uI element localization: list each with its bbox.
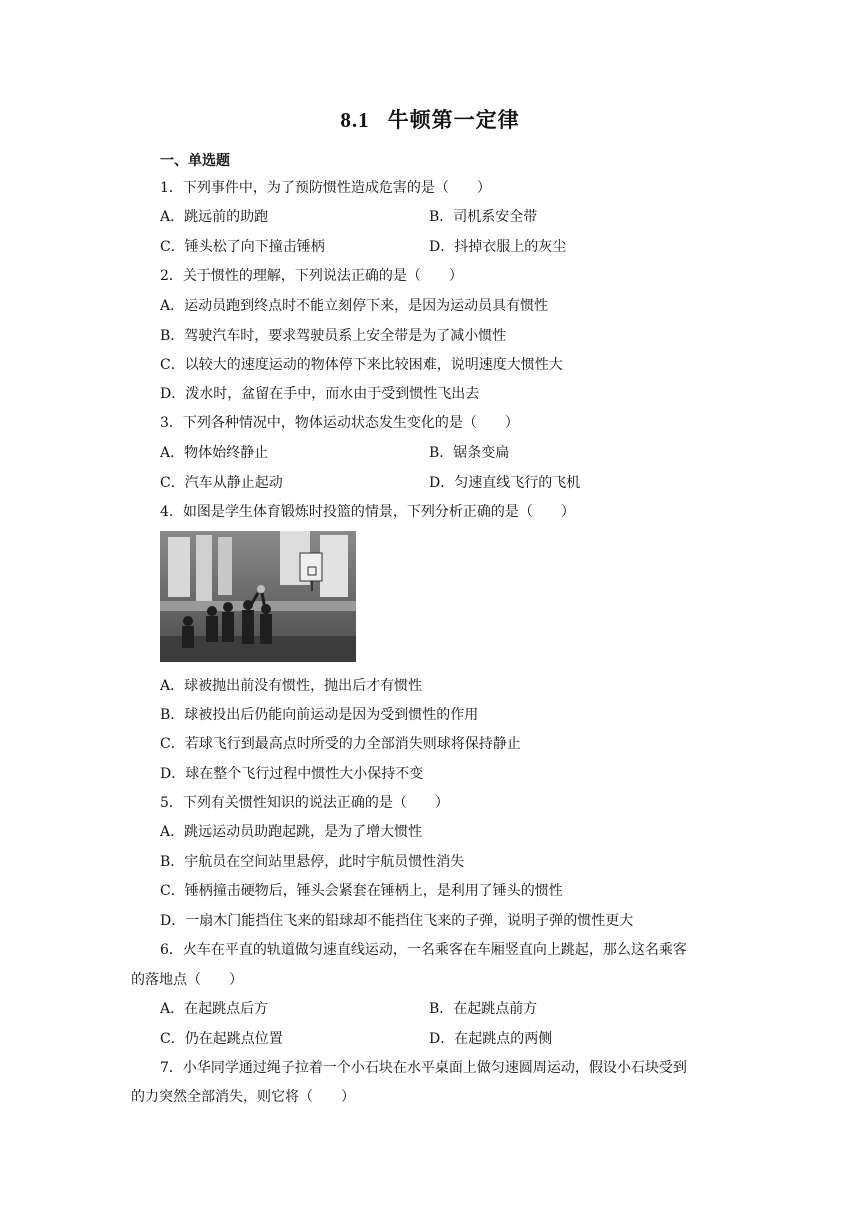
basketball-scene-image: [160, 531, 356, 662]
question-5-option-c: C．锤柄撞击硬物后，锤头会紧套在锤柄上，是利用了锤头的惯性: [160, 883, 563, 899]
question-1-option-c: C．锤头松了向下撞击锤柄: [160, 239, 325, 255]
question-3-stem: 3．下列各种情况中，物体运动状态发生变化的是（ ）: [160, 415, 519, 431]
question-7-stem-line1: 7．小华同学通过绳子拉着一个小石块在水平桌面上做匀速圆周运动，假设小石块受到: [160, 1060, 687, 1076]
question-4-option-c: C．若球飞行到最高点时所受的力全部消失则球将保持静止: [160, 736, 521, 752]
question-3-option-c: C．汽车从静止起动: [160, 475, 283, 491]
question-2-option-c: C．以较大的速度运动的物体停下来比较困难，说明速度大惯性大: [160, 357, 563, 373]
question-5-stem: 5．下列有关惯性知识的说法正确的是（ ）: [160, 795, 449, 811]
question-5-option-b: B．宇航员在空间站里悬停，此时宇航员惯性消失: [160, 854, 465, 870]
question-1-option-d: D．抖掉衣服上的灰尘: [429, 239, 567, 255]
question-2-option-b: B．驾驶汽车时，要求驾驶员系上安全带是为了减小惯性: [160, 328, 507, 344]
question-2-stem: 2．关于惯性的理解，下列说法正确的是（ ）: [160, 268, 463, 284]
question-1-option-a: A．跳远前的助跑: [160, 209, 269, 225]
question-2-option-a: A．运动员跑到终点时不能立刻停下来，是因为运动员具有惯性: [160, 298, 549, 314]
page-title: [0, 104, 860, 134]
basketball-photo: [160, 531, 356, 662]
question-2-option-d: D．泼水时，盆留在手中，而水由于受到惯性飞出去: [160, 386, 480, 402]
question-6-option-d: D．在起跳点的两侧: [429, 1031, 553, 1047]
question-3-option-b: B．锯条变扁: [429, 445, 510, 461]
question-3-option-d: D．匀速直线飞行的飞机: [429, 475, 581, 491]
section-heading: 一、单选题: [160, 153, 230, 169]
question-5-option-d: D．一扇木门能挡住飞来的铅球却不能挡住飞来的子弹，说明子弹的惯性更大: [160, 913, 634, 929]
question-6-option-c: C．仍在起跳点位置: [160, 1031, 283, 1047]
question-6-option-b: B．在起跳点前方: [429, 1001, 538, 1017]
question-4-option-a: A．球被抛出前没有惯性，抛出后才有惯性: [160, 678, 423, 694]
question-3-option-a: A．物体始终静止: [160, 445, 269, 461]
question-5-option-a: A．跳远运动员助跑起跳，是为了增大惯性: [160, 824, 423, 840]
question-1-stem: 1．下列事件中，为了预防惯性造成危害的是（ ）: [160, 180, 491, 196]
title-text: 牛顿第一定律: [387, 107, 520, 132]
question-6-option-a: A．在起跳点后方: [160, 1001, 269, 1017]
question-1-option-b: B．司机系安全带: [429, 209, 538, 225]
question-6-stem-line2: 的落地点（ ）: [131, 972, 243, 988]
question-6-stem-line1: 6．火车在平直的轨道做匀速直线运动，一名乘客在车厢竖直向上跳起，那么这名乘客: [160, 942, 687, 958]
title-number: 8.1: [340, 108, 370, 132]
question-7-stem-line2: 的力突然全部消失，则它将（ ）: [131, 1089, 355, 1105]
question-4-option-d: D．球在整个飞行过程中惯性大小保持不变: [160, 766, 424, 782]
question-4-stem: 4．如图是学生体育锻炼时投篮的情景，下列分析正确的是（ ）: [160, 504, 575, 520]
question-4-option-b: B．球被投出后仍能向前运动是因为受到惯性的作用: [160, 707, 479, 723]
